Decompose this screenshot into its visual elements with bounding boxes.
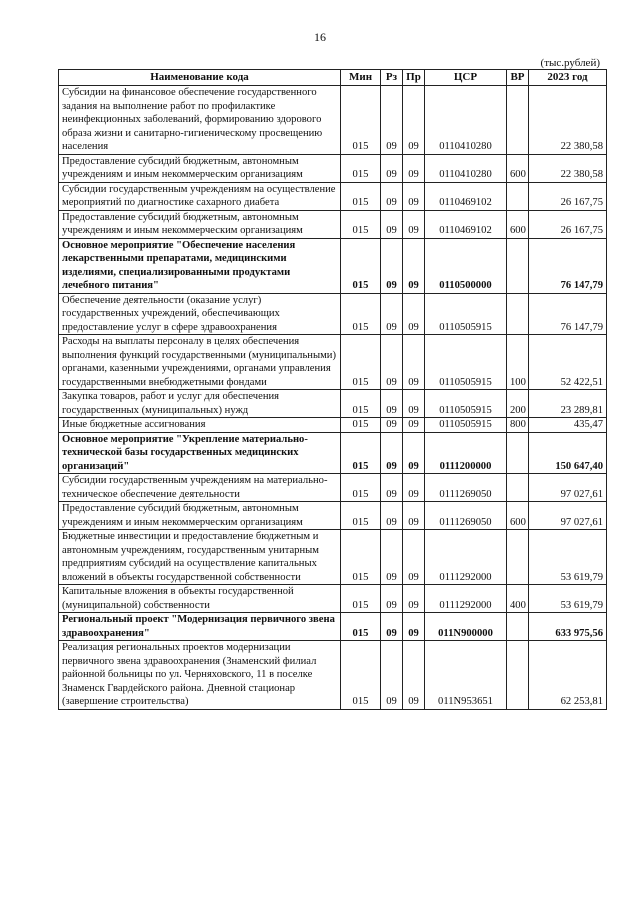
row-pr: 09 (403, 335, 425, 390)
table-row (59, 641, 607, 710)
row-rz: 09 (381, 418, 403, 433)
row-amount: 150 647,40 (529, 432, 607, 474)
row-name: Региональный проект "Модернизация первичного звена здравоохранения" (59, 613, 341, 641)
table-row (59, 293, 607, 335)
row-rz: 09 (381, 390, 403, 418)
row-name: Реализация региональных проектов модернизации первичного звена здравоохранения (Знаменский филиал районной больницы по ул. Черняховского, 11 в поселке Знаменск Гвардейского района. Дневной стационар (завершение строительства) (59, 641, 341, 710)
row-vr: 600 (507, 154, 529, 182)
row-min: 015 (341, 530, 381, 585)
row-name: Расходы на выплаты персоналу в целях обеспечения выполнения функций государственными (муниципальными) органами, казенными учреждениями, органами управления государственными внебюджетными фондами (59, 335, 341, 390)
row-rz: 09 (381, 210, 403, 238)
table-header (59, 70, 607, 86)
row-csr: 0111200000 (425, 432, 507, 474)
row-csr: 011N953651 (425, 641, 507, 710)
row-name: Обеспечение деятельности (оказание услуг) государственных учреждений, обеспечивающих предоставление услуг в сфере здравоохранения (59, 293, 341, 335)
row-min: 015 (341, 86, 381, 155)
row-amount: 52 422,51 (529, 335, 607, 390)
row-min: 015 (341, 641, 381, 710)
row-vr (507, 86, 529, 155)
row-name: Основное мероприятие "Обеспечение населения лекарственными препаратами, медицинскими изделиями, специализированными продуктами лечебного питания" (59, 238, 341, 293)
row-rz: 09 (381, 530, 403, 585)
row-rz: 09 (381, 154, 403, 182)
row-min: 015 (341, 585, 381, 613)
row-min: 015 (341, 613, 381, 641)
row-amount: 62 253,81 (529, 641, 607, 710)
row-amount: 76 147,79 (529, 238, 607, 293)
row-name: Субсидии государственным учреждениям на осуществление мероприятий по диагностике сахарного диабета (59, 182, 341, 210)
row-vr (507, 238, 529, 293)
row-name: Предоставление субсидий бюджетным, автономным учреждениям и иным некоммерческим организациям (59, 210, 341, 238)
row-pr: 09 (403, 182, 425, 210)
row-rz: 09 (381, 432, 403, 474)
row-vr (507, 182, 529, 210)
row-rz: 09 (381, 502, 403, 530)
row-vr: 600 (507, 210, 529, 238)
row-pr: 09 (403, 210, 425, 238)
row-amount: 76 147,79 (529, 293, 607, 335)
row-csr: 0110469102 (425, 210, 507, 238)
row-csr: 0110410280 (425, 86, 507, 155)
row-name: Субсидии на финансовое обеспечение государственного задания на выполнение работ по профилактике неинфекционных заболеваний, формированию здорового образа жизни и санитарно-гигиеническому просвещению населения (59, 86, 341, 155)
header-csr: ЦСР (425, 70, 507, 86)
table-row (59, 238, 607, 293)
row-amount: 23 289,81 (529, 390, 607, 418)
row-csr: 0110410280 (425, 154, 507, 182)
row-vr (507, 641, 529, 710)
row-csr: 0111269050 (425, 474, 507, 502)
table-row (59, 210, 607, 238)
row-name: Капитальные вложения в объекты государственной (муниципальной) собственности (59, 585, 341, 613)
row-csr: 0111292000 (425, 585, 507, 613)
header-vr: ВР (507, 70, 529, 86)
row-csr: 0110505915 (425, 293, 507, 335)
row-rz: 09 (381, 182, 403, 210)
row-name: Основное мероприятие "Укрепление материально-технической базы государственных медицинских организаций" (59, 432, 341, 474)
header-pr: Пр (403, 70, 425, 86)
table-row (59, 613, 607, 641)
table-row (59, 390, 607, 418)
row-min: 015 (341, 474, 381, 502)
row-min: 015 (341, 418, 381, 433)
row-min: 015 (341, 154, 381, 182)
row-min: 015 (341, 182, 381, 210)
row-name: Предоставление субсидий бюджетным, автономным учреждениям и иным некоммерческим организациям (59, 154, 341, 182)
row-pr: 09 (403, 293, 425, 335)
table-row (59, 418, 607, 433)
row-vr: 200 (507, 390, 529, 418)
row-name: Бюджетные инвестиции и предоставление бюджетным и автономным учреждениям, государственным унитарным предприятиям субсидий на осуществление капитальных вложений в объекты государственной собственности (59, 530, 341, 585)
row-name: Иные бюджетные ассигнования (59, 418, 341, 433)
table-row (59, 182, 607, 210)
row-name: Субсидии государственным учреждениям на материально-техническое обеспечение деятельности (59, 474, 341, 502)
row-rz: 09 (381, 613, 403, 641)
row-name: Закупка товаров, работ и услуг для обеспечения государственных (муниципальных) нужд (59, 390, 341, 418)
row-amount: 97 027,61 (529, 502, 607, 530)
header-name: Наименование кода (59, 70, 341, 86)
row-amount: 22 380,58 (529, 86, 607, 155)
row-amount: 435,47 (529, 418, 607, 433)
row-min: 015 (341, 210, 381, 238)
budget-table (58, 69, 607, 710)
row-pr: 09 (403, 418, 425, 433)
row-pr: 09 (403, 641, 425, 710)
row-pr: 09 (403, 502, 425, 530)
row-amount: 26 167,75 (529, 182, 607, 210)
table-row (59, 335, 607, 390)
row-min: 015 (341, 293, 381, 335)
row-amount: 53 619,79 (529, 530, 607, 585)
row-min: 015 (341, 390, 381, 418)
row-pr: 09 (403, 86, 425, 155)
page-number: 16 (314, 30, 326, 44)
table-row (59, 474, 607, 502)
row-csr: 011N900000 (425, 613, 507, 641)
row-pr: 09 (403, 530, 425, 585)
row-min: 015 (341, 502, 381, 530)
table-row (59, 502, 607, 530)
row-vr: 600 (507, 502, 529, 530)
row-rz: 09 (381, 238, 403, 293)
table-body (59, 86, 607, 710)
row-csr: 0110505915 (425, 335, 507, 390)
table-row (59, 154, 607, 182)
row-min: 015 (341, 335, 381, 390)
row-csr: 0111269050 (425, 502, 507, 530)
row-amount: 97 027,61 (529, 474, 607, 502)
row-rz: 09 (381, 474, 403, 502)
row-csr: 0111292000 (425, 530, 507, 585)
row-rz: 09 (381, 86, 403, 155)
row-pr: 09 (403, 613, 425, 641)
row-vr: 400 (507, 585, 529, 613)
row-csr: 0110505915 (425, 390, 507, 418)
row-vr (507, 613, 529, 641)
row-vr (507, 474, 529, 502)
row-amount: 26 167,75 (529, 210, 607, 238)
row-pr: 09 (403, 432, 425, 474)
row-csr: 0110500000 (425, 238, 507, 293)
header-amount: 2023 год (529, 70, 607, 86)
row-pr: 09 (403, 238, 425, 293)
table-row (59, 432, 607, 474)
row-csr: 0110505915 (425, 418, 507, 433)
table-row (59, 585, 607, 613)
row-rz: 09 (381, 641, 403, 710)
row-pr: 09 (403, 390, 425, 418)
row-vr: 800 (507, 418, 529, 433)
row-csr: 0110469102 (425, 182, 507, 210)
row-pr: 09 (403, 585, 425, 613)
row-name: Предоставление субсидий бюджетным, автономным учреждениям и иным некоммерческим организациям (59, 502, 341, 530)
row-rz: 09 (381, 335, 403, 390)
header-rz: Рз (381, 70, 403, 86)
row-vr (507, 432, 529, 474)
table-row (59, 86, 607, 155)
row-pr: 09 (403, 154, 425, 182)
row-pr: 09 (403, 474, 425, 502)
row-vr (507, 293, 529, 335)
row-vr: 100 (507, 335, 529, 390)
row-amount: 22 380,58 (529, 154, 607, 182)
table-row (59, 530, 607, 585)
row-rz: 09 (381, 293, 403, 335)
row-min: 015 (341, 238, 381, 293)
row-amount: 53 619,79 (529, 585, 607, 613)
row-amount: 633 975,56 (529, 613, 607, 641)
row-rz: 09 (381, 585, 403, 613)
row-vr (507, 530, 529, 585)
row-min: 015 (341, 432, 381, 474)
header-min: Мин (341, 70, 381, 86)
units-label: (тыс.рублей) (540, 57, 600, 69)
